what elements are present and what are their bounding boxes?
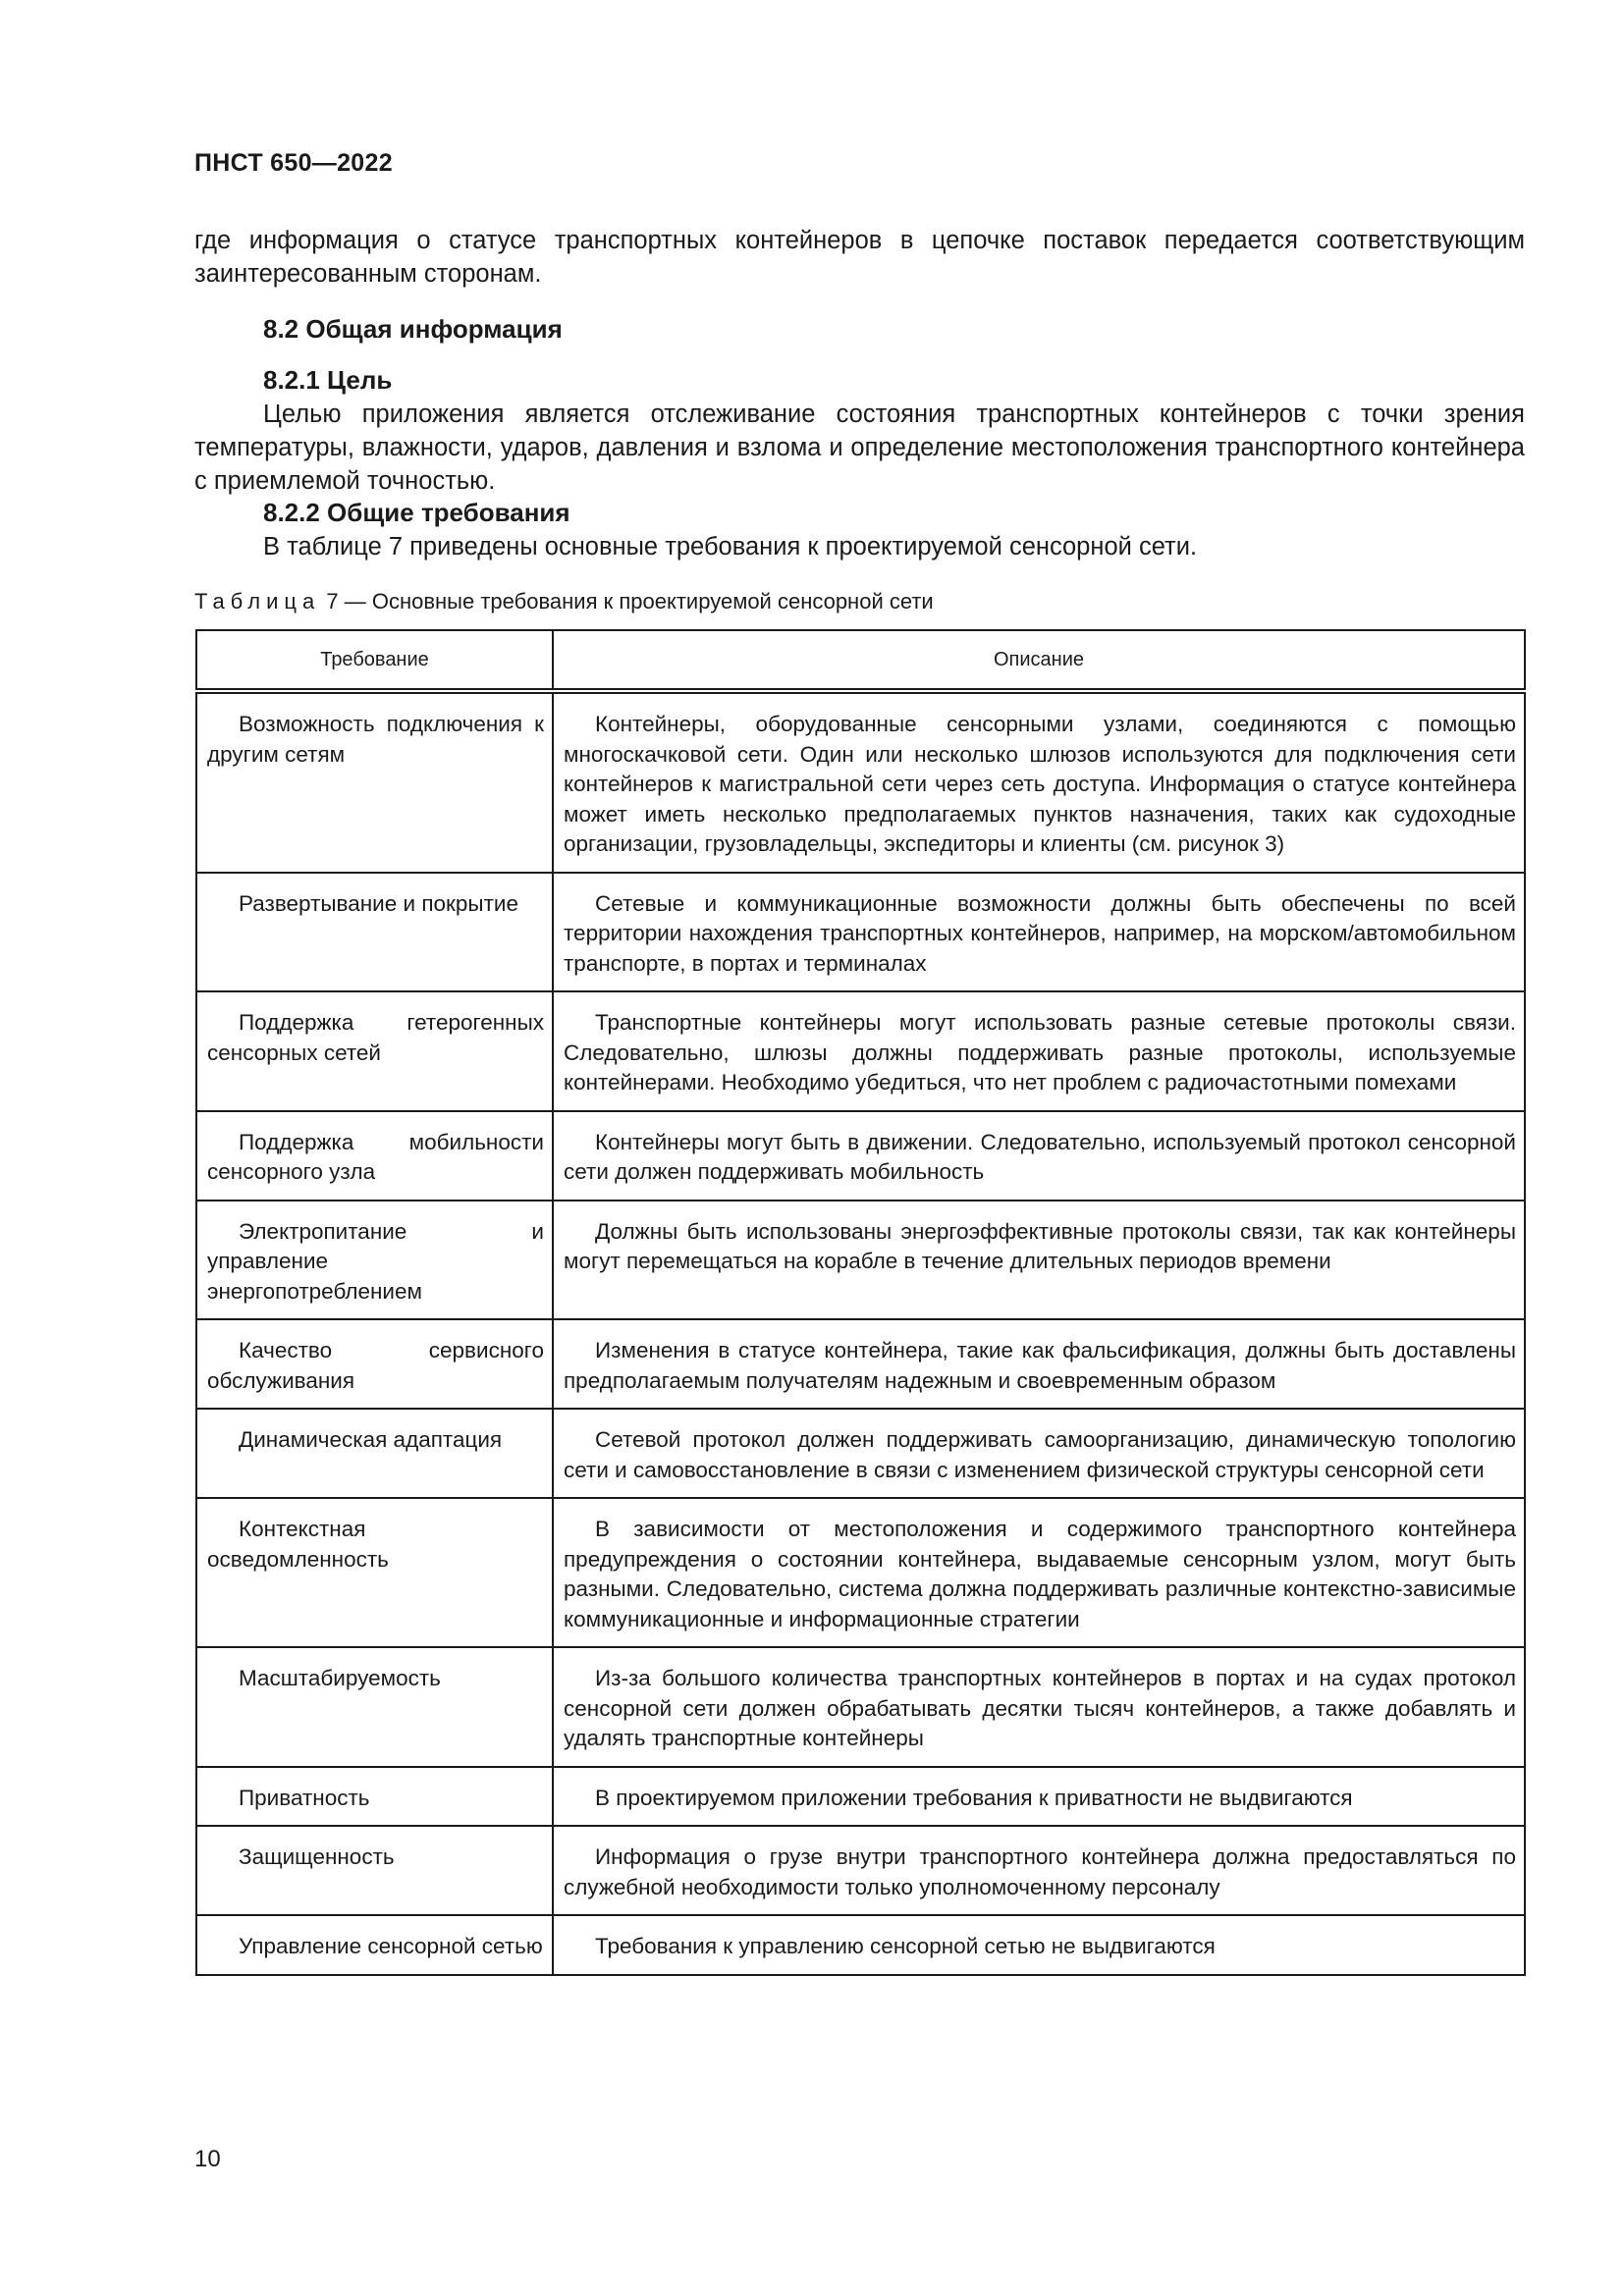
requirement-text: Поддержка мобильности сенсорного узла [207,1129,544,1184]
table-row [196,991,1525,1111]
description-cell [553,1647,1525,1767]
requirement-cell [196,873,553,992]
requirement-text: Возможность подключения к другим сетям [207,712,544,767]
page-number: 10 [194,2146,221,2172]
requirement-text: Электропитание и управление энергопотреблением [207,1218,544,1304]
table-row [196,1647,1525,1767]
requirement-text: Контекстная осведомленность [207,1517,389,1572]
description-cell [553,1915,1525,1975]
description-text: В проектируемом приложении требования к приватности не выдвигаются [595,1785,1353,1810]
requirement-text: Поддержка гетерогенных сенсорных сетей [207,1010,544,1065]
description-text: Контейнеры, оборудованные сенсорными узлами, соединяются с помощью многоскачковой сети. Один или несколько шлюзов используются для подключения сети контейнеров к магистральной сети через сеть доступа. Информация о статусе контейнера может иметь несколько предполагаемых пунктов назначения, таких как судоходные организации, грузовладельцы, экспедиторы и клиенты (см. рисунок 3) [564,712,1516,856]
requirement-text: Приватность [239,1785,370,1810]
section-heading: 8.2 Общая информация [263,314,563,344]
table-row [196,1409,1525,1498]
requirements-table [195,629,1526,1976]
description-text: Сетевой протокол должен поддерживать самоорганизацию, динамическую топологию сети и самовосстановление в связи с изменением физической структуры сенсорной сети [564,1427,1516,1482]
requirement-cell [196,1915,553,1975]
goal-paragraph: Целью приложения является отслеживание состояния транспортных контейнеров с точки зрения температуры, влажности, ударов, давления и взлома и определение местоположения транспортного контейнера с приемлемой точностью. [194,400,1525,495]
requirements-heading: 8.2.2 Общие требования [263,498,570,527]
description-text: Контейнеры могут быть в движении. Следовательно, используемый протокол сенсорной сети должен поддерживать мобильность [564,1129,1516,1184]
description-cell [553,1767,1525,1827]
description-cell [553,691,1525,873]
description-text: Требования к управлению сенсорной сетью не выдвигаются [595,1934,1216,1958]
table-row [196,1319,1525,1409]
table-caption [194,589,934,614]
table-header-row [196,630,1525,691]
table-row [196,1767,1525,1827]
table-row [196,1201,1525,1320]
description-text: Из-за большого количества транспортных контейнеров в портах и на судах протокол сенсорной сети должен обрабатывать десятки тысяч контейнеров, а также добавлять и удалять транспортные контейнеры [564,1666,1516,1750]
description-cell [553,873,1525,992]
table-row [196,1111,1525,1201]
table-row [196,873,1525,992]
requirement-cell [196,1111,553,1201]
description-text: Информация о грузе внутри транспортного контейнера должна предоставляться по служебной необходимости только уполномоченному персоналу [564,1844,1516,1899]
requirement-cell [196,1498,553,1647]
requirement-cell [196,1319,553,1409]
requirement-cell [196,1826,553,1915]
requirement-text: Управление сенсорной сетью [239,1934,543,1958]
requirement-cell [196,1767,553,1827]
table-row [196,1826,1525,1915]
table-row [196,1915,1525,1975]
requirement-cell [196,691,553,873]
requirement-cell [196,1409,553,1498]
requirement-cell [196,1201,553,1320]
requirement-text: Развертывание и покрытие [239,890,518,916]
table-row [196,1498,1525,1647]
table-body [196,691,1525,1975]
requirement-cell [196,1647,553,1767]
requirement-text: Качество сервисного обслуживания [207,1338,544,1393]
table-caption-word: Таблица [194,589,321,614]
description-text: Должны быть использованы энергоэффективные протоколы связи, так как контейнеры могут перемещаться на корабле в течение длительных периодов времени [564,1218,1516,1273]
goal-heading: 8.2.1 Цель [263,365,393,395]
intro-paragraph: где информация о статусе транспортных контейнеров в цепочке поставок передается соответствующим заинтересованным сторонам. [194,227,1525,288]
description-text: Сетевые и коммуникационные возможности должны быть обеспечены по всей территории нахождения транспортных контейнеров, например, на морском/автомобильном транспорте, в портах и терминалах [564,890,1516,976]
description-cell [553,1319,1525,1409]
description-cell [553,1201,1525,1320]
description-text: В зависимости от местоположения и содержимого транспортного контейнера предупреждения о состоянии контейнера, выдаваемые сенсорным узлом, могут быть разными. Следовательно, система должна поддерживать различные контекстно-зависимые коммуникационные и информационные стратегии [564,1517,1516,1631]
requirement-cell [196,991,553,1111]
header-description: Описание [553,630,1525,691]
description-cell [553,1498,1525,1647]
header-requirement: Требование [196,630,553,691]
document-code: ПНСТ 650—2022 [194,149,393,177]
table-row [196,691,1525,873]
description-text: Изменения в статусе контейнера, такие как фальсификация, должны быть доставлены предполагаемым получателям надежным и своевременным образом [564,1338,1516,1393]
table-caption-rest: 7 — Основные требования к проектируемой сенсорной сети [326,589,934,614]
requirements-paragraph: В таблице 7 приведены основные требования к проектируемой сенсорной сети. [263,533,1198,561]
description-cell [553,1826,1525,1915]
description-cell [553,1409,1525,1498]
requirement-text: Защищенность [239,1844,395,1869]
description-cell [553,991,1525,1111]
requirement-text: Динамическая адаптация [239,1427,503,1452]
description-cell [553,1111,1525,1201]
requirement-text: Масштабируемость [239,1666,441,1690]
description-text: Транспортные контейнеры могут использовать разные сетевые протоколы связи. Следовательно, шлюзы должны поддерживать разные протоколы, используемые контейнерами. Необходимо убедиться, что нет проблем с радиочастотными помехами [564,1010,1516,1095]
